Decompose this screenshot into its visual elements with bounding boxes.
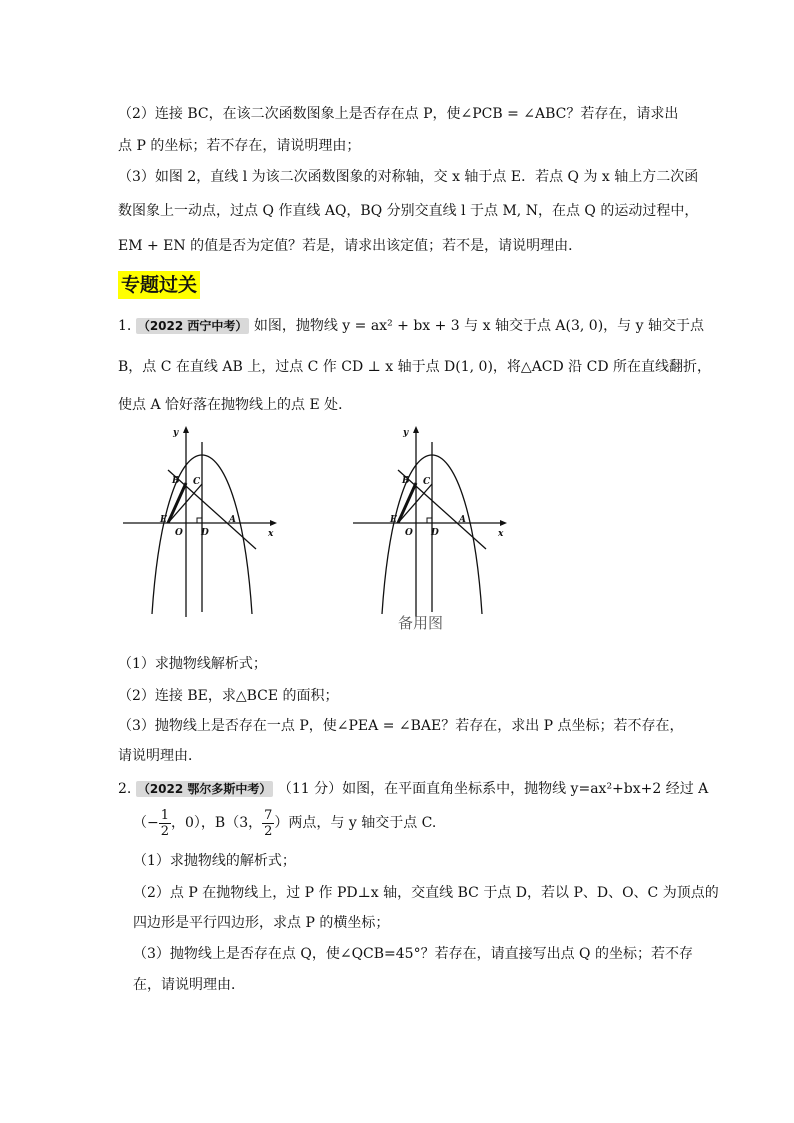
prev-q3-line3: EM + EN 的值是否为定值？若是，请求出该定值；若不是，请说明理由．: [118, 238, 583, 254]
problem2-source-tag: （2022 鄂尔多斯中考）: [137, 782, 272, 796]
problem1-figure-spare: [348, 422, 513, 617]
spare-label-x: x: [498, 529, 504, 539]
problem2-q1: （1）求抛物线的解析式；: [133, 853, 296, 869]
problem2-q2-line1: （2）点 P 在抛物线上，过 P 作 PD⊥x 轴，交直线 BC 于点 D，若以 P、D、O、C 为顶点的: [133, 885, 719, 901]
problem2-q2-line2: 四边形是平行四边形，求点 P 的横坐标；: [133, 915, 390, 931]
problem1-q2: （2）连接 BE，求△BCE 的面积；: [118, 688, 339, 704]
prev-q2-line1: （2）连接 BC，在该二次函数图象上是否存在点 P，使∠PCB = ∠ABC？若存在，请求出: [118, 106, 679, 122]
coord-b-rest: ）两点，与 y 轴交于点 C.: [274, 815, 437, 831]
problem2-stem-text1: （11 分）如图，在平面直角坐标系中，抛物线 y=ax²+bx+2 经过 A: [277, 781, 709, 797]
segment-be: [168, 483, 186, 523]
problem1-stem-line3: 使点 A 恰好落在抛物线上的点 E 处．: [118, 397, 353, 413]
label-D: D: [201, 528, 209, 538]
frac1-sign: −: [147, 815, 159, 831]
label-C: C: [193, 477, 201, 487]
problem2-number: 2.: [118, 781, 132, 797]
spare-label-D: D: [431, 528, 439, 538]
problem1-q3-line1: （3）抛物线上是否存在一点 P，使∠PEA = ∠BAE？若存在，求出 P 点坐标；若不存在，: [118, 718, 684, 734]
frac2-numerator: 7: [264, 807, 273, 823]
label-E: E: [160, 515, 167, 525]
problem1-figure-main: [118, 422, 283, 617]
right-angle-mark: [197, 518, 202, 523]
problem1-stem-line1: [118, 316, 704, 336]
fraction-seven-halves: [262, 808, 274, 839]
problem2-stem-line1: [118, 779, 708, 799]
prev-q3-line2: 数图象上一动点，过点 Q 作直线 AQ，BQ 分别交直线 l 于点 M, N，在点 Q 的运动过程中，: [118, 203, 699, 219]
prev-q3-line1: （3）如图 2，直线 l 为该二次函数图象的对称轴，交 x 轴于点 E．若点 Q 为 x 轴上方二次函: [118, 169, 699, 185]
problem1-source-tag: （2022 西宁中考）: [137, 319, 248, 333]
label-y: y: [173, 428, 179, 438]
problem2-q3-line1: （3）抛物线上是否存在点 Q，使∠QCB=45°？若存在，请直接写出点 Q 的坐标；若不存: [133, 946, 693, 962]
coord-a-open: （: [133, 815, 147, 831]
x-arrow-icon: [500, 520, 507, 526]
problem2-q3-line2: 在，请说明理由．: [133, 977, 245, 993]
problem2-stem-line2: [133, 806, 436, 840]
label-B: B: [172, 476, 180, 486]
y-arrow-icon: [413, 426, 419, 433]
prev-q2-line2: 点 P 的坐标；若不存在，请说明理由；: [118, 138, 361, 154]
frac2-denominator: 2: [264, 823, 273, 839]
spare-figure-caption: 备用图: [398, 614, 444, 632]
spare-label-O: O: [405, 528, 413, 538]
spare-label-y: y: [403, 428, 409, 438]
frac1-numerator: 1: [160, 807, 170, 823]
spare-label-A: A: [459, 515, 466, 525]
problem1-stem-text1: 如图，抛物线 y = ax² + bx + 3 与 x 轴交于点 A(3, 0)，与 y 轴交于点: [253, 318, 704, 334]
label-O: O: [175, 528, 183, 538]
problem1-stem-line2: B，点 C 在直线 AB 上，过点 C 作 CD ⊥ x 轴于点 D(1, 0)，将△ACD 沿 CD 所在直线翻折，: [118, 359, 712, 375]
problem1-q3-line2: 请说明理由．: [118, 748, 202, 764]
spare-label-C: C: [423, 477, 431, 487]
problem1-number: 1.: [118, 318, 132, 334]
label-A: A: [229, 515, 236, 525]
spare-label-E: E: [390, 515, 397, 525]
x-arrow-icon: [270, 520, 277, 526]
y-arrow-icon: [183, 426, 189, 433]
frac1-denominator: 2: [160, 823, 170, 839]
label-x: x: [268, 529, 274, 539]
problem1-q1: （1）求抛物线解析式；: [118, 656, 267, 672]
coord-a-rest: ，0），B（3，: [171, 815, 263, 831]
fraction-neg-half: [159, 808, 171, 839]
section-heading: 专题过关: [118, 271, 200, 299]
spare-label-B: B: [402, 476, 410, 486]
